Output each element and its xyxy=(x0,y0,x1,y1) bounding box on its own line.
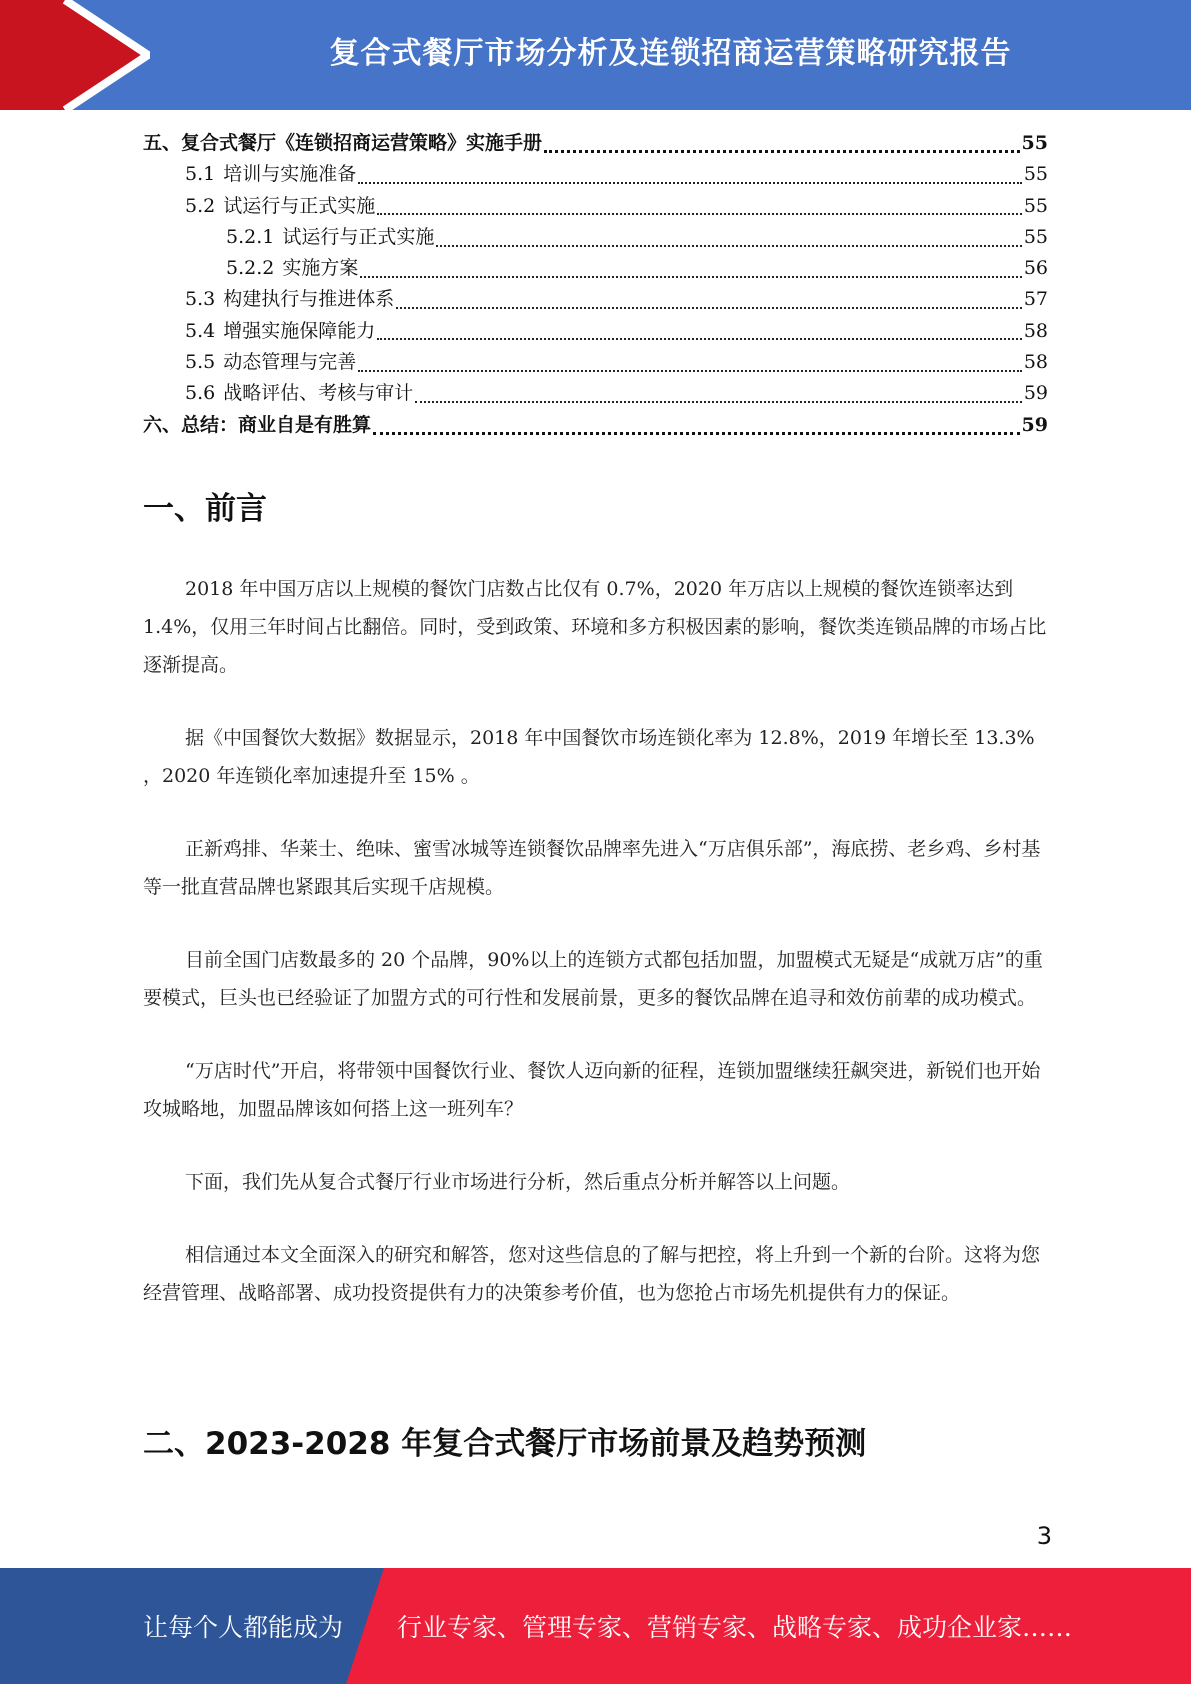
toc-entry[interactable] xyxy=(143,191,1048,222)
toc-entry-page: 56 xyxy=(1023,257,1048,280)
body-paragraph: 据《中国餐饮大数据》数据显示，2018 年中国餐饮市场连锁化率为 12.8%，2019 年增长至 13.3% ，2020 年连锁化率加速提升至 15% 。 xyxy=(143,727,1035,787)
report-title: 复合式餐厅市场分析及连锁招商运营策略研究报告 xyxy=(329,36,1012,71)
toc-entry[interactable] xyxy=(143,128,1048,159)
toc-entry-number: 5.5 xyxy=(185,351,216,374)
body-paragraph: 2018 年中国万店以上规模的餐饮门店数占比仅有 0.7%，2020 年万店以上规模的餐饮连锁率达到 1.4%，仅用三年时间占比翻倍。同时，受到政策、环境和多方积极因素的影响，餐饮类连锁品牌的市场占比逐渐提高。 xyxy=(143,578,1047,676)
toc-entry-number: 5.2.1 xyxy=(226,225,275,248)
toc-entry-number: 5.6 xyxy=(185,382,216,405)
section-heading-market-outlook: 二、2023-2028 年复合式餐厅市场前景及趋势预测 xyxy=(143,1426,867,1462)
footer-slogan-left: 让每个人都能成为 xyxy=(143,1613,344,1642)
toc-dot-leader xyxy=(396,307,1022,309)
toc-dot-leader xyxy=(377,338,1022,340)
page-header xyxy=(0,0,1191,110)
toc-entry-number: 5.4 xyxy=(185,319,216,342)
toc-entry-number: 5.1 xyxy=(185,163,216,186)
toc-entry-page: 58 xyxy=(1023,319,1048,342)
toc-dot-leader xyxy=(358,182,1022,184)
toc-entry-page: 55 xyxy=(1021,132,1048,154)
header-red-arrow-icon xyxy=(0,0,150,110)
toc-entry[interactable] xyxy=(143,284,1048,315)
page-number: 3 xyxy=(1036,1522,1052,1550)
toc-entry-title: 培训与实施准备 xyxy=(223,163,357,186)
toc-dot-leader xyxy=(415,401,1022,403)
toc-entry-page: 55 xyxy=(1023,163,1048,186)
toc-entry[interactable] xyxy=(143,316,1048,347)
toc-entry-number: 5.3 xyxy=(185,288,216,311)
section-heading-preface: 一、前言 xyxy=(143,491,267,527)
toc-entry[interactable] xyxy=(143,378,1048,409)
toc-entry-title: 试运行与正式实施 xyxy=(223,194,376,217)
toc-dot-leader xyxy=(377,213,1022,215)
toc-entry-title: 战略评估、考核与审计 xyxy=(223,382,414,405)
body-paragraph: 目前全国门店数最多的 20 个品牌，90%以上的连锁方式都包括加盟，加盟模式无疑是“成就万店”的重要模式，巨头也已经验证了加盟方式的可行性和发展前景，更多的餐饮品牌在追寻和效仿前辈的成功模式。 xyxy=(143,949,1043,1009)
table-of-contents xyxy=(143,128,1048,441)
toc-entry-page: 55 xyxy=(1023,194,1048,217)
toc-entry-page: 57 xyxy=(1023,288,1048,311)
toc-entry-title: 试运行与正式实施 xyxy=(282,225,435,248)
toc-entry-title: 构建执行与推进体系 xyxy=(223,288,395,311)
preface-body xyxy=(143,570,1048,1347)
toc-entry-page: 59 xyxy=(1023,382,1048,405)
toc-entry[interactable] xyxy=(143,159,1048,190)
toc-entry-title: 实施方案 xyxy=(282,257,359,280)
toc-entry-page: 55 xyxy=(1023,225,1048,248)
toc-entry-number: 5.2 xyxy=(185,194,216,217)
toc-dot-leader xyxy=(373,432,1020,435)
toc-entry-title: 六、总结：商业自是有胜算 xyxy=(143,413,372,436)
body-paragraph: 下面，我们先从复合式餐厅行业市场进行分析，然后重点分析并解答以上问题。 xyxy=(185,1171,851,1193)
footer-slogan-right: 行业专家、管理专家、营销专家、战略专家、成功企业家…… xyxy=(397,1613,1073,1642)
toc-dot-leader xyxy=(544,150,1020,153)
body-paragraph: “万店时代”开启，将带领中国餐饮行业、餐饮人迈向新的征程，连锁加盟继续狂飙突进，新锐们也开始攻城略地，加盟品牌该如何搭上这一班列车？ xyxy=(143,1060,1041,1120)
toc-dot-leader xyxy=(436,245,1021,247)
toc-entry[interactable] xyxy=(143,222,1048,253)
toc-entry-page: 59 xyxy=(1021,413,1048,436)
toc-entry-title: 动态管理与完善 xyxy=(223,351,357,374)
toc-entry-title: 增强实施保障能力 xyxy=(223,319,376,342)
body-paragraph: 正新鸡排、华莱士、绝味、蜜雪冰城等连锁餐饮品牌率先进入“万店俱乐部”，海底捞、老乡鸡、乡村基等一批直营品牌也紧跟其后实现千店规模。 xyxy=(143,838,1041,898)
toc-entry-number: 5.2.2 xyxy=(226,257,275,280)
toc-entry[interactable] xyxy=(143,347,1048,378)
toc-entry[interactable] xyxy=(143,410,1048,441)
toc-entry-title: 五、复合式餐厅《连锁招商运营策略》实施手册 xyxy=(143,132,543,154)
toc-entry[interactable] xyxy=(143,253,1048,284)
toc-dot-leader xyxy=(360,276,1021,278)
toc-entry-page: 58 xyxy=(1023,351,1048,374)
toc-dot-leader xyxy=(358,370,1022,372)
body-paragraph: 相信通过本文全面深入的研究和解答，您对这些信息的了解与把控，将上升到一个新的台阶。这将为您经营管理、战略部署、成功投资提供有力的决策参考价值，也为您抢占市场先机提供有力的保证。 xyxy=(143,1244,1041,1304)
page-footer xyxy=(0,1568,1191,1684)
